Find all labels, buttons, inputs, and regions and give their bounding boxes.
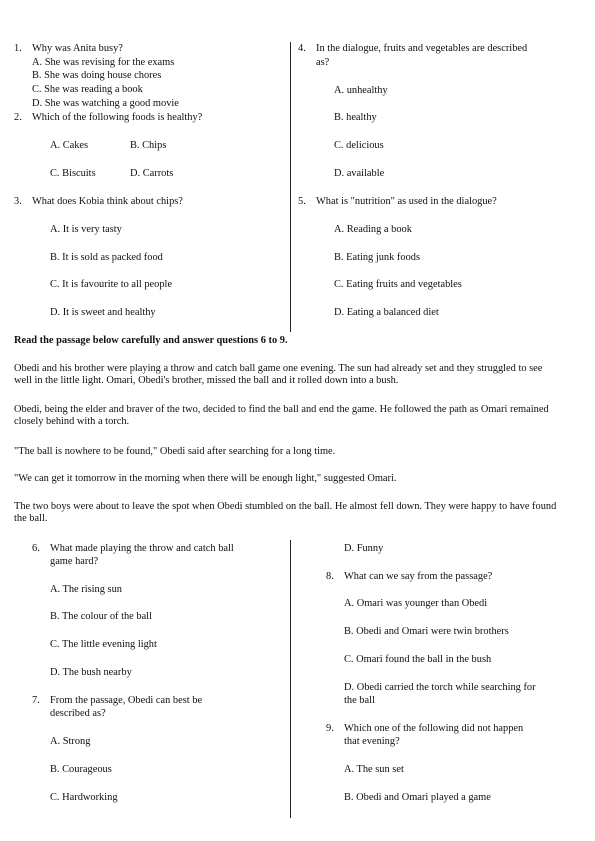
question-9-stem-line1: Which one of the following did not happen [344, 723, 524, 734]
question-8-option-d-line2: the ball [344, 695, 375, 706]
question-8-option-b: B. Obedi and Omari were twin brothers [344, 626, 509, 637]
question-5-option-a: A. Reading a book [334, 224, 412, 235]
question-2-option-b: B. Chips [130, 140, 167, 151]
question-9-stem-line2: that evening? [344, 736, 400, 747]
question-7-option-b: B. Courageous [50, 764, 112, 775]
passage-paragraph-2: Obedi, being the elder and braver of the two, decided to find the ball and end the game. He followed the path as Omari remained closely behind with a torch. [14, 404, 549, 427]
question-1-stem: Why was Anita busy? [32, 43, 123, 54]
question-8-number: 8. [326, 571, 334, 582]
passage-paragraph-5: The two boys were about to leave the spot when Obedi stumbled on the ball. He almost fell down. They were happy to have found the ball. [14, 501, 557, 524]
question-4-stem-line1: In the dialogue, fruits and vegetables are described [316, 43, 528, 54]
question-8-option-c: C. Omari found the ball in the bush [344, 654, 492, 665]
question-9-option-b: B. Obedi and Omari played a game [344, 792, 491, 803]
passage-paragraph-3: "The ball is nowhere to be found," Obedi said after searching for a long time. [14, 446, 336, 457]
question-7-number: 7. [32, 695, 40, 706]
passage-paragraph-1: Obedi and his brother were playing a throw and catch ball game one evening. The sun had already set and they struggled to see well in the little light. Omari, Obedi's brother, missed the ball and it rolled down into a bush. [14, 363, 543, 386]
question-8-option-d-line1: D. Obedi carried the torch while searching for [344, 682, 536, 693]
question-1-option-a: A. She was revising for the exams [32, 57, 175, 68]
passage-paragraph-4: "We can get it tomorrow in the morning when there will be enough light," suggested Omari. [14, 473, 397, 484]
question-3-option-a: A. It is very tasty [50, 224, 122, 235]
question-4-option-b: B. healthy [334, 112, 377, 123]
question-4-option-c: C. delicious [334, 140, 384, 151]
question-2-number: 2. [14, 112, 22, 123]
question-6-option-a: A. The rising sun [50, 584, 122, 595]
question-6-number: 6. [32, 543, 40, 554]
question-3-option-c: C. It is favourite to all people [50, 279, 173, 290]
question-4-option-d: D. available [334, 168, 385, 179]
question-2-option-c: C. Biscuits [50, 168, 96, 179]
question-4-number: 4. [298, 43, 306, 54]
question-2-option-d: D. Carrots [130, 168, 174, 179]
question-5-option-d: D. Eating a balanced diet [334, 307, 439, 318]
question-6-option-d: D. The bush nearby [50, 667, 132, 678]
question-4-option-a: A. unhealthy [334, 85, 388, 96]
question-1-option-c: C. She was reading a book [32, 84, 143, 95]
question-3-number: 3. [14, 196, 22, 207]
question-5-option-c: C. Eating fruits and vegetables [334, 279, 462, 290]
question-7-option-d: D. Funny [344, 543, 384, 554]
question-1-option-b: B. She was doing house chores [32, 70, 162, 81]
question-1-option-d: D. She was watching a good movie [32, 98, 179, 109]
top-column-divider [290, 42, 291, 332]
bottom-column-divider [290, 540, 291, 818]
question-8-option-a: A. Omari was younger than Obedi [344, 598, 488, 609]
question-9-option-a: A. The sun set [344, 764, 404, 775]
question-3-option-b: B. It is sold as packed food [50, 252, 163, 263]
question-7-option-a: A. Strong [50, 736, 91, 747]
question-2-option-a: A. Cakes [50, 140, 89, 151]
passage-instruction: Read the passage below carefully and answer questions 6 to 9. [14, 335, 288, 346]
question-5-number: 5. [298, 196, 306, 207]
question-9-number: 9. [326, 723, 334, 734]
question-4-stem-line2: as? [316, 57, 330, 68]
question-7-stem-line1: From the passage, Obedi can best be [50, 695, 203, 706]
question-7-option-c: C. Hardworking [50, 792, 118, 803]
question-7-stem-line2: described as? [50, 708, 106, 719]
question-8-stem: What can we say from the passage? [344, 571, 493, 582]
question-6-option-c: C. The little evening light [50, 639, 157, 650]
question-6-stem-line2: game hard? [50, 556, 99, 567]
question-5-stem: What is "nutrition" as used in the dialogue? [316, 196, 497, 207]
question-5-option-b: B. Eating junk foods [334, 252, 421, 263]
question-6-option-b: B. The colour of the ball [50, 611, 152, 622]
question-3-option-d: D. It is sweet and healthy [50, 307, 156, 318]
question-2-stem: Which of the following foods is healthy? [32, 112, 203, 123]
question-6-stem-line1: What made playing the throw and catch ball [50, 543, 234, 554]
question-1-number: 1. [14, 43, 22, 54]
question-3-stem: What does Kobia think about chips? [32, 196, 183, 207]
